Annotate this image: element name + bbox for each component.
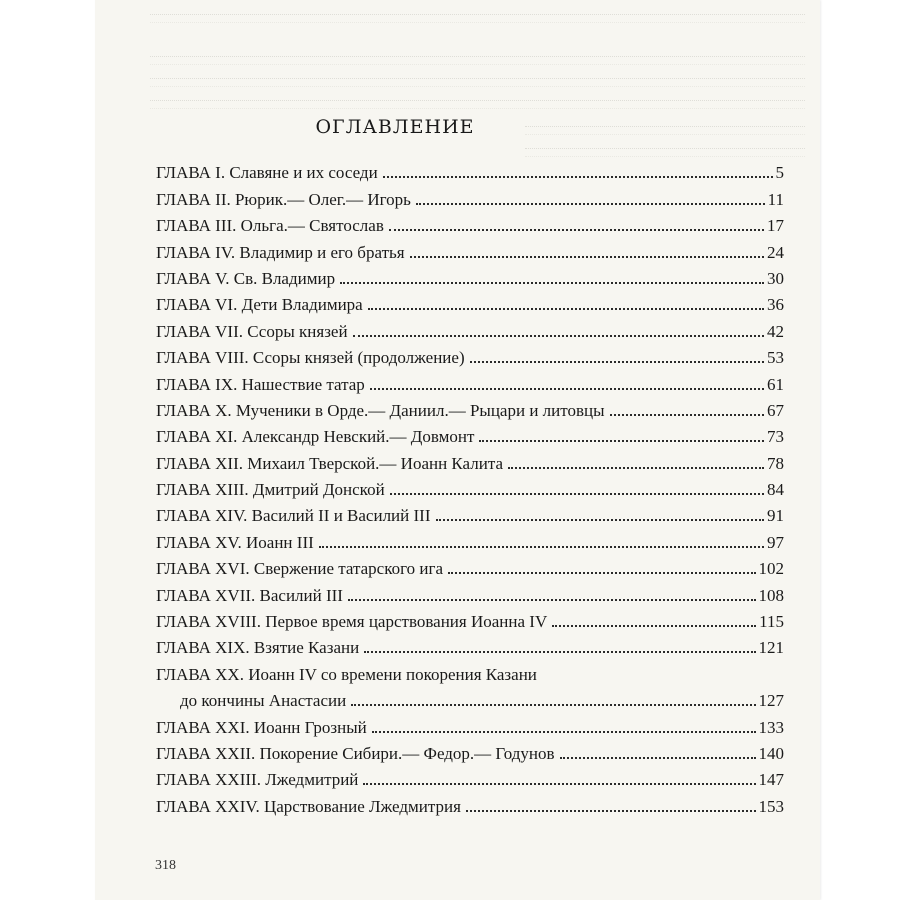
dot-leader <box>370 387 764 390</box>
toc-entry <box>156 554 784 580</box>
dot-leader <box>353 334 764 337</box>
dot-leader <box>610 413 764 416</box>
dot-leader <box>363 782 755 785</box>
toc-entry <box>156 448 784 474</box>
show-through-line <box>150 78 805 87</box>
toc-entry-page: 153 <box>758 796 784 816</box>
toc-entry <box>156 158 784 184</box>
toc-entry-page: 78 <box>767 453 784 473</box>
toc-entry <box>156 422 784 448</box>
show-through-line <box>525 148 805 157</box>
dot-leader <box>470 360 764 363</box>
toc-entry-title: ГЛАВА III. Ольга.— Святослав <box>156 216 384 236</box>
toc-entry-title: ГЛАВА XVII. Василий III <box>156 585 343 605</box>
toc-entry <box>156 184 784 210</box>
toc-entry-page: 17 <box>767 216 784 236</box>
dot-leader <box>466 809 756 812</box>
toc-entry-title: до кончины Анастасии <box>180 691 347 711</box>
toc-entry <box>156 607 784 633</box>
dot-leader <box>383 175 773 178</box>
toc-entry-page: 11 <box>767 189 784 209</box>
toc-entry-title: ГЛАВА I. Славяне и их соседи <box>156 163 378 183</box>
toc-entry <box>156 765 784 791</box>
toc-entry <box>156 264 784 290</box>
toc-entry <box>156 316 784 342</box>
dot-leader <box>340 281 764 284</box>
toc-entry-page: 127 <box>758 691 784 711</box>
toc-entry-title: ГЛАВА XII. Михаил Тверской.— Иоанн Калита <box>156 453 504 473</box>
toc-entry-title: ГЛАВА VII. Ссоры князей <box>156 321 348 341</box>
toc-entry-page: 42 <box>767 321 784 341</box>
toc-entry <box>156 527 784 553</box>
dot-leader <box>319 545 764 548</box>
toc-entry-title: ГЛАВА VI. Дети Владимира <box>156 295 363 315</box>
toc-entry-page: 36 <box>767 295 784 315</box>
dot-leader <box>368 307 764 310</box>
toc-entry <box>156 739 784 765</box>
dot-leader <box>364 650 755 653</box>
toc-entry-title: ГЛАВА IX. Нашествие татар <box>156 374 365 394</box>
toc-entry-title: ГЛАВА XV. Иоанн III <box>156 532 314 552</box>
dot-leader <box>436 518 765 521</box>
toc-entry-title: ГЛАВА XXIII. Лжедмитрий <box>156 770 359 790</box>
dot-leader <box>552 624 756 627</box>
dot-leader <box>416 202 765 205</box>
table-of-contents <box>156 158 784 818</box>
toc-entry-title: ГЛАВА XIV. Василий II и Василий III <box>156 506 431 526</box>
toc-entry-page: 67 <box>767 400 784 420</box>
toc-entry-page: 91 <box>767 506 784 526</box>
dot-leader <box>508 466 764 469</box>
dot-leader <box>348 598 756 601</box>
toc-entry <box>156 290 784 316</box>
toc-entry-title: ГЛАВА XIII. Дмитрий Донской <box>156 480 385 500</box>
toc-entry-title: ГЛАВА V. Св. Владимир <box>156 268 336 288</box>
toc-entry <box>156 501 784 527</box>
dot-leader <box>560 756 756 759</box>
toc-entry-page: 140 <box>758 743 784 763</box>
toc-entry-title: ГЛАВА VIII. Ссоры князей (продолжение) <box>156 348 465 368</box>
page-title: ОГЛАВЛЕНИЕ <box>315 116 475 138</box>
toc-entry-page: 108 <box>758 585 784 605</box>
toc-entry-title: ГЛАВА X. Мученики в Орде.— Даниил.— Рыцари и литовцы <box>156 400 605 420</box>
toc-entry-page: 30 <box>767 268 784 288</box>
toc-entry-page: 133 <box>758 717 784 737</box>
toc-entry-page: 147 <box>758 770 784 790</box>
toc-entry-page: 5 <box>775 163 784 183</box>
toc-entry-title: ГЛАВА XXIV. Царствование Лжедмитрия <box>156 796 461 816</box>
dot-leader <box>479 439 764 442</box>
toc-entry-page: 61 <box>767 374 784 394</box>
dot-leader <box>390 492 764 495</box>
toc-entry <box>156 211 784 237</box>
toc-entry <box>156 580 784 606</box>
toc-entry-title: ГЛАВА XXI. Иоанн Грозный <box>156 717 367 737</box>
toc-entry-title: ГЛАВА XIX. Взятие Казани <box>156 638 360 658</box>
toc-entry-page: 121 <box>758 638 784 658</box>
toc-entry <box>156 475 784 501</box>
toc-entry <box>156 237 784 263</box>
show-through-line <box>150 14 805 23</box>
toc-entry <box>156 791 784 817</box>
toc-entry <box>156 659 784 685</box>
toc-entry <box>156 343 784 369</box>
toc-entry-title: ГЛАВА II. Рюрик.— Олег.— Игорь <box>156 189 411 209</box>
toc-entry-title: ГЛАВА IV. Владимир и его братья <box>156 242 405 262</box>
dot-leader <box>372 730 756 733</box>
toc-entry-page: 73 <box>767 427 784 447</box>
toc-entry-page: 97 <box>767 532 784 552</box>
page-number: 318 <box>155 858 176 873</box>
toc-entry-page: 102 <box>758 559 784 579</box>
toc-entry-title: ГЛАВА XX. Иоанн IV со времени покорения Казани <box>156 664 537 684</box>
dot-leader <box>389 228 764 231</box>
show-through-line <box>150 56 805 65</box>
toc-entry-title: ГЛАВА XI. Александр Невский.— Довмонт <box>156 427 475 447</box>
toc-entry-page: 115 <box>759 612 784 632</box>
dot-leader <box>410 255 764 258</box>
show-through-line <box>150 100 805 109</box>
toc-entry <box>156 396 784 422</box>
toc-entry <box>156 633 784 659</box>
dot-leader <box>351 703 755 706</box>
toc-entry-page: 53 <box>767 348 784 368</box>
toc-entry-page: 84 <box>767 480 784 500</box>
dot-leader <box>448 571 755 574</box>
toc-entry-continuation <box>156 686 784 712</box>
book-page <box>95 0 820 900</box>
toc-entry-title: ГЛАВА XVI. Свержение татарского ига <box>156 559 444 579</box>
toc-entry-title: ГЛАВА XVIII. Первое время царствования Иоанна IV <box>156 612 548 632</box>
toc-entry <box>156 369 784 395</box>
toc-entry <box>156 712 784 738</box>
toc-entry-title: ГЛАВА XXII. Покорение Сибири.— Федор.— Годунов <box>156 743 555 763</box>
toc-entry-page: 24 <box>767 242 784 262</box>
